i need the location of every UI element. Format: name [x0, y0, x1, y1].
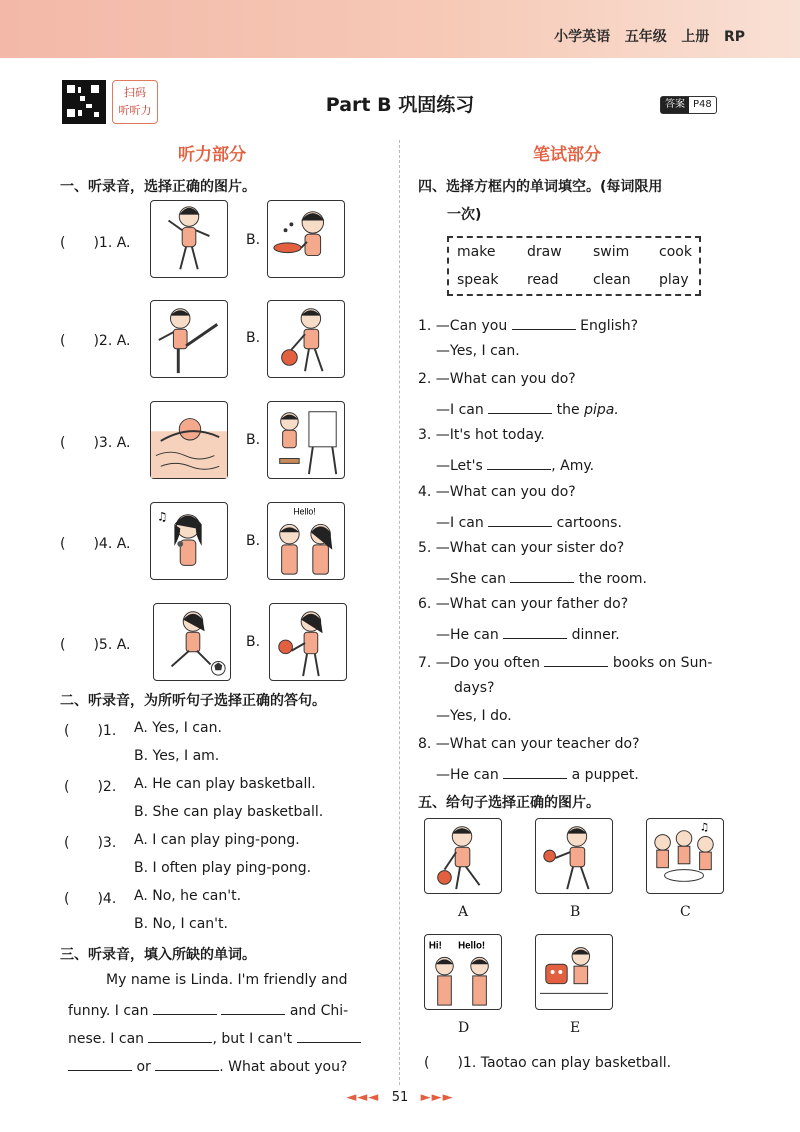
- blank[interactable]: [487, 455, 551, 470]
- answer-badge-page: P48: [693, 99, 712, 110]
- s1-q5-option-b-pingpong-girl[interactable]: [269, 603, 347, 681]
- blank[interactable]: [544, 652, 608, 667]
- s1-q4-num: ( )4. A.: [60, 536, 131, 552]
- s4-q5: 5. —What can your sister do?: [418, 540, 625, 556]
- s1-q4-option-b-greeting[interactable]: [267, 502, 345, 580]
- svg-text:♫: ♫: [156, 509, 168, 524]
- s4-q3-a1: —Let's: [436, 458, 483, 474]
- s4-q5-a1: —She can: [436, 571, 506, 587]
- word-bank-item: read: [527, 272, 559, 288]
- s1-q3-option-a-swimming-boy[interactable]: [150, 401, 228, 479]
- edition: RP: [723, 29, 745, 45]
- s4-q6: 6. —What can your father do?: [418, 596, 629, 612]
- s3-line4: [68, 1056, 347, 1075]
- s5-label-a: A: [458, 904, 469, 920]
- s3-line4-a: or: [136, 1059, 151, 1075]
- s4-q7: [418, 652, 712, 671]
- s5-d-bubble-2: Hello!: [458, 940, 486, 952]
- s1-q1-option-a-dancing-girl[interactable]: [150, 200, 228, 278]
- s4-q5-a2: the room.: [578, 571, 647, 587]
- blank[interactable]: [153, 1000, 217, 1015]
- s4-q8-a1: —He can: [436, 767, 499, 783]
- s1-q5-num: ( )5. A.: [60, 637, 131, 653]
- answer-badge[interactable]: [660, 96, 717, 114]
- blank[interactable]: [488, 512, 552, 527]
- s1-q2-num: ( )2. A.: [60, 333, 131, 349]
- s2-q2-a: A. He can play basketball.: [134, 776, 316, 792]
- s3-line2-c: Chi-: [320, 1003, 349, 1019]
- word-bank-item: swim: [593, 244, 630, 260]
- grade: 五年级: [624, 29, 667, 45]
- s5-label-e: E: [570, 1020, 581, 1036]
- s1-q3-num: ( )3. A.: [60, 435, 131, 451]
- s4-q2-a1: —I can: [436, 402, 484, 418]
- s4-q4-a2: cartoons.: [556, 515, 622, 531]
- s3-line2-b: and: [289, 1003, 317, 1019]
- s4-q3: 3. —It's hot today.: [418, 427, 545, 443]
- s4-q2: 2. —What can you do?: [418, 371, 576, 387]
- s1-q4-option-a-singing-girl[interactable]: [150, 502, 228, 580]
- s4-q4-a1: —I can: [436, 515, 484, 531]
- s2-q3-b: B. I often play ping-pong.: [134, 860, 312, 876]
- s4-q2-a2: the: [556, 402, 580, 418]
- s4-q2-answer: [436, 399, 619, 418]
- listening-heading: 听力部分: [178, 145, 246, 165]
- s1-q1-b: B.: [246, 232, 261, 248]
- s1-q3-b: B.: [246, 432, 261, 448]
- blank[interactable]: [148, 1028, 212, 1043]
- word-bank-item: clean: [593, 272, 631, 288]
- s4-q3-answer: [436, 455, 594, 474]
- s1-q1-num: ( )1. A.: [60, 235, 131, 251]
- word-bank-item: speak: [457, 272, 499, 288]
- s1-q3-option-b-drawing-boy[interactable]: [267, 401, 345, 479]
- page-number: 51: [391, 1090, 409, 1105]
- word-bank-item: play: [659, 272, 689, 288]
- s5-picture-d[interactable]: [424, 934, 502, 1010]
- next-arrows-icon[interactable]: ►►►: [420, 1090, 454, 1105]
- blank[interactable]: [512, 315, 576, 330]
- s3-line2-a: funny. I can: [68, 1003, 149, 1019]
- s2-q2-num: ( )2.: [64, 779, 117, 795]
- s2-q4-num: ( )4.: [64, 891, 117, 907]
- s4-q5-answer: [436, 568, 647, 587]
- subject: 小学英语: [554, 29, 611, 45]
- s4-q1-answer: —Yes, I can.: [436, 343, 520, 359]
- blank[interactable]: [155, 1056, 219, 1071]
- s3-line3-b: , but I can't: [212, 1031, 293, 1047]
- s5-label-b: B: [570, 904, 581, 920]
- s1-q1-option-b-cooking-girl[interactable]: [267, 200, 345, 278]
- blank[interactable]: [503, 624, 567, 639]
- word-bank-item: cook: [659, 244, 692, 260]
- s4-q8-answer: [436, 764, 639, 783]
- s2-q2-b: B. She can play basketball.: [134, 804, 324, 820]
- s4-q2-a3: pipa.: [584, 402, 619, 418]
- s3-line1: My name is Linda. I'm friendly and: [106, 972, 348, 988]
- s4-q7-q1: 7. —Do you often: [418, 655, 541, 671]
- s1-q5-option-a-football-girl[interactable]: [153, 603, 231, 681]
- section2-title: 二、听录音，为所听句子选择正确的答句。: [60, 693, 326, 709]
- blank[interactable]: [297, 1028, 361, 1043]
- scan-label-line2: 听听力: [118, 104, 152, 117]
- s3-line4-b: . What about you?: [219, 1059, 348, 1075]
- svg-text:♫: ♫: [699, 820, 710, 834]
- s5-label-d: D: [458, 1020, 470, 1036]
- word-bank: [447, 236, 701, 296]
- section1-title: 一、听录音，选择正确的图片。: [60, 179, 256, 195]
- header-band: [0, 0, 800, 58]
- s1-q2-b: B.: [246, 330, 261, 346]
- s2-q1-a: A. Yes, I can.: [134, 720, 222, 736]
- s4-q3-a2: , Amy.: [551, 458, 595, 474]
- s4-q8: 8. —What can your teacher do?: [418, 736, 640, 752]
- s5-picture-c[interactable]: [646, 818, 724, 894]
- s4-q1-text2: English?: [580, 318, 639, 334]
- s1-q5-b: B.: [246, 634, 261, 650]
- s1-q4-bubble: Hello!: [293, 506, 316, 517]
- s4-q1-text: 1. —Can you: [418, 318, 508, 334]
- s2-q1-num: ( )1.: [64, 723, 117, 739]
- s2-q4-b: B. No, I can't.: [134, 916, 228, 932]
- section3-title: 三、听录音，填入所缺的单词。: [60, 947, 256, 963]
- page-footer: [0, 1090, 800, 1105]
- s2-q1-b: B. Yes, I am.: [134, 748, 220, 764]
- section4-title-line2: 一次): [447, 207, 482, 223]
- word-bank-item: draw: [527, 244, 562, 260]
- s5-label-c: C: [680, 904, 691, 920]
- prev-arrows-icon[interactable]: ◄◄◄: [346, 1090, 380, 1105]
- writing-heading: 笔试部分: [533, 145, 601, 165]
- s4-q4: 4. —What can you do?: [418, 484, 576, 500]
- s4-q6-answer: [436, 624, 620, 643]
- answer-badge-label: 答案: [661, 97, 689, 113]
- s2-q4-a: A. No, he can't.: [134, 888, 242, 904]
- s4-q7-line2: days?: [454, 680, 495, 696]
- s5-q1: ( )1. Taotao can play basketball.: [424, 1055, 672, 1071]
- s2-q3-num: ( )3.: [64, 835, 117, 851]
- volume: 上册: [681, 29, 710, 45]
- section4-title-line1: 四、选择方框内的单词填空。(每词限用: [418, 179, 663, 195]
- s4-q1: [418, 315, 638, 334]
- scan-label-line1: 扫码: [124, 86, 146, 99]
- s5-picture-a[interactable]: [424, 818, 502, 894]
- blank[interactable]: [503, 764, 567, 779]
- blank[interactable]: [221, 1000, 285, 1015]
- s5-picture-b[interactable]: [535, 818, 613, 894]
- s3-line2: [68, 1000, 348, 1019]
- s2-q3-a: A. I can play ping-pong.: [134, 832, 300, 848]
- s3-line3-a: nese. I can: [68, 1031, 145, 1047]
- s5-picture-e[interactable]: [535, 934, 613, 1010]
- s3-line3: [68, 1028, 361, 1047]
- s1-q2-option-b-basketball-boy[interactable]: [267, 300, 345, 378]
- blank[interactable]: [488, 399, 552, 414]
- s4-q8-a2: a puppet.: [571, 767, 639, 783]
- blank[interactable]: [510, 568, 574, 583]
- blank[interactable]: [68, 1056, 132, 1071]
- s1-q4-b: B.: [246, 533, 261, 549]
- s4-q6-a1: —He can: [436, 627, 499, 643]
- s1-q2-option-a-kicking-boy[interactable]: [150, 300, 228, 378]
- page-title: Part B 巩固练习: [325, 94, 475, 116]
- s4-q7-answer: —Yes, I do.: [436, 708, 512, 724]
- section5-title: 五、给句子选择正确的图片。: [418, 795, 600, 811]
- s4-q4-answer: [436, 512, 622, 531]
- breadcrumb: [554, 26, 745, 46]
- word-bank-item: make: [457, 244, 496, 260]
- s4-q7-q2: books on Sun-: [612, 655, 713, 671]
- column-divider: [399, 140, 400, 1085]
- s5-d-bubble-1: Hi!: [428, 940, 442, 952]
- s4-q6-a2: dinner.: [571, 627, 620, 643]
